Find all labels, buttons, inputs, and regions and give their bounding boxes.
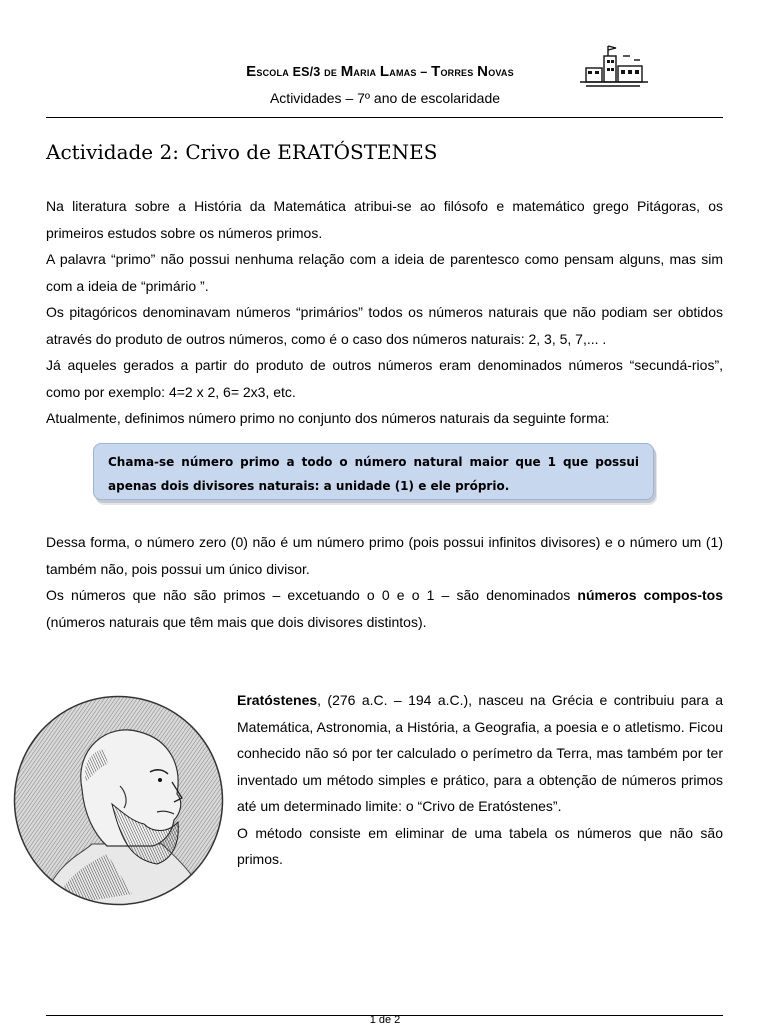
paragraph: Dessa forma, o número zero (0) não é um número primo (pois possui infinitos divisores) e o número um (1) também não, pois possui um único divisor.	[46, 534, 723, 577]
composite-text	[46, 529, 723, 635]
paragraph: A palavra “primo” não possui nenhuma relação com a ideia de parentesco como pensam alguns, mas sim com a ideia de “primário ”.	[46, 251, 723, 294]
text-span: , (276 a.C. – 194 a.C.), nasceu na Grécia e contribuiu para a Matemática, Astronomia, a História, a Geografia, a poesia e o atletismo. Ficou conhecido não só por ter calculado o perímetro da Terra, mas também por ter inventado um método simples e prático, para a obtenção de números primos até um determinado limite: o “Crivo de Eratóstenes”.	[237, 692, 723, 814]
school-name-part: E	[246, 63, 257, 80]
school-building-icon	[578, 42, 650, 90]
school-name-part: scola ES/3 de	[256, 65, 341, 79]
page-number: 1 de 2	[369, 1015, 401, 1024]
school-name-part: T	[431, 63, 441, 80]
paragraph	[237, 687, 723, 820]
definition-callout: Chama-se número primo a todo o número natural maior que 1 que possui apenas dois divisores naturais: a unidade (1) e ele próprio.	[93, 443, 654, 500]
page-title: Actividade 2: Crivo de ERATÓSTENES	[46, 140, 438, 164]
paragraph	[46, 582, 723, 635]
paragraph: O método consiste em eliminar de uma tabela os números que não são primos.	[237, 824, 723, 867]
header-rule	[46, 117, 723, 118]
school-name-part: orres	[440, 65, 478, 79]
text-span: (números naturais que têm mais que dois divisores distintos).	[46, 613, 427, 630]
eratosthenes-text	[237, 687, 723, 873]
bold-term: números compos-tos	[577, 587, 723, 603]
school-name	[170, 63, 590, 80]
paragraph: Na literatura sobre a História da Matemática atribui-se ao filósofo e matemático grego Pitágoras, os primeiros estudos sobre os números primos.	[46, 198, 723, 241]
school-name-part: aria	[353, 65, 380, 79]
school-name-part: ovas	[488, 65, 514, 79]
paragraph: Os pitagóricos denominavam números “primários” todos os números naturais que não podiam ser obtidos através do produto de outros números, como é o caso dos números naturais: 2, 3, 5, 7,... .	[46, 304, 723, 347]
paragraph: Já aqueles gerados a partir do produto de outros números eram denominados números “secundá-rios”, como por exemplo: 4=2 x 2, 6= 2x3, etc.	[46, 357, 723, 400]
header-subtitle: Actividades – 7º ano de escolaridade	[269, 90, 501, 106]
bold-name: Eratóstenes	[237, 692, 318, 708]
intro-text	[46, 193, 723, 432]
school-name-part: L	[379, 63, 390, 80]
school-name-part: amas –	[389, 65, 432, 79]
paragraph: Atualmente, definimos número primo no conjunto dos números naturais da seguinte forma:	[46, 410, 610, 426]
eratosthenes-portrait	[12, 694, 225, 907]
school-name-part: N	[477, 63, 489, 80]
school-name-part: M	[340, 63, 354, 80]
text-span: Os números que não são primos – excetuando o 0 e o 1 – são denominados	[46, 587, 578, 603]
